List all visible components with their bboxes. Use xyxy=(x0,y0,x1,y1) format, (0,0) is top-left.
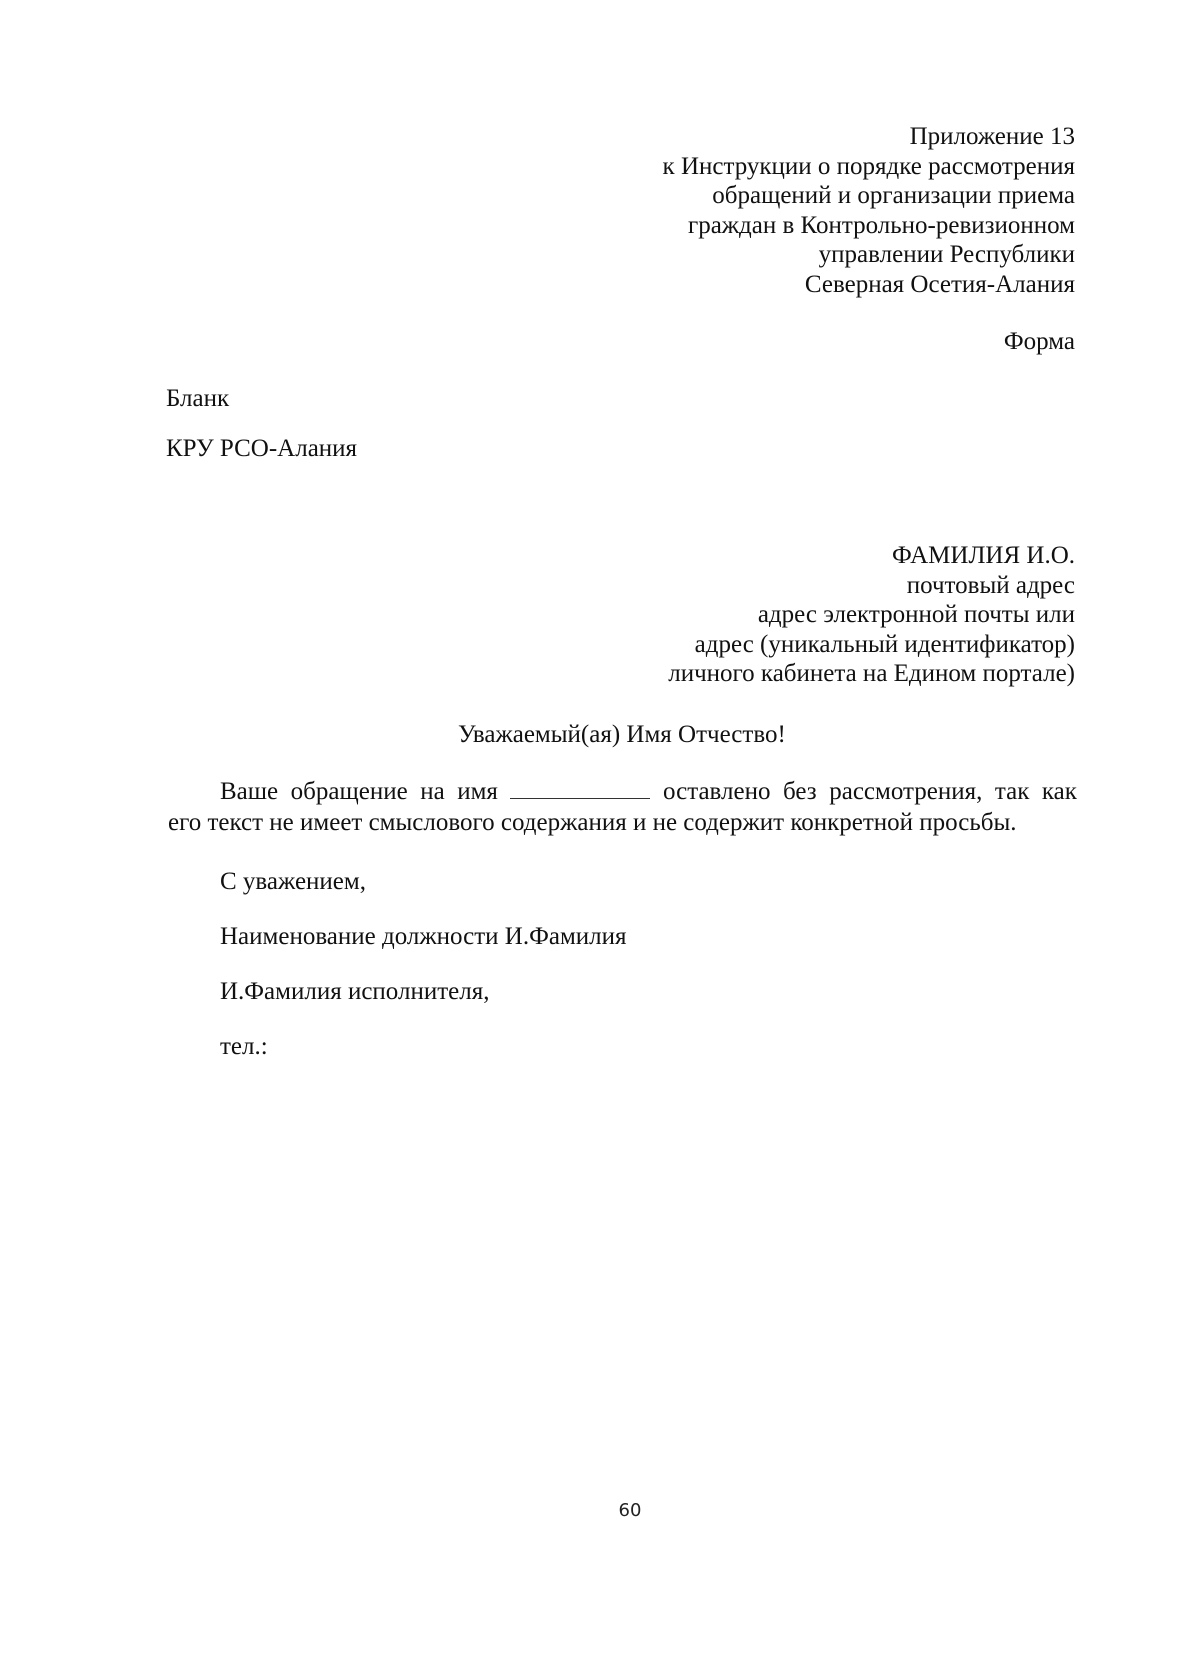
closing-phone: тел.: xyxy=(220,1033,268,1060)
body-line-2: его текст не имеет смыслового содержания и не содержит конкретной просьбы. xyxy=(168,809,1017,836)
closing-signature: Наименование должности И.Фамилия xyxy=(220,923,627,950)
recipient-block xyxy=(668,541,1075,689)
body-word: как xyxy=(1041,778,1077,805)
recipient-line: личного кабинета на Едином портале) xyxy=(668,660,1075,687)
appendix-line: граждан в Контрольно-ревизионном xyxy=(687,211,1075,239)
page-number: 60 xyxy=(618,1500,642,1521)
appendix-title: Приложение 13 xyxy=(909,123,1075,150)
salutation: Уважаемый(ая) Имя Отчество! xyxy=(458,721,786,748)
body-word: имя xyxy=(457,778,498,805)
recipient-line: почтовый адрес xyxy=(906,571,1075,599)
body-word: обращение xyxy=(290,778,408,805)
appendix-line: Северная Осетия-Алания xyxy=(804,270,1075,298)
appendix-line: управлении Республики xyxy=(818,241,1075,268)
closing-regards: С уважением, xyxy=(220,868,366,895)
body-word: на xyxy=(420,778,445,805)
body-word: без xyxy=(783,778,817,805)
letterhead-blank: Бланк xyxy=(166,385,230,412)
body-word: оставлено xyxy=(663,778,771,805)
body-word: Ваше xyxy=(220,778,279,805)
form-label xyxy=(1004,327,1075,357)
appendix-header xyxy=(663,122,1075,299)
closing-executor: И.Фамилия исполнителя, xyxy=(220,978,490,1005)
blank-underline xyxy=(510,782,650,799)
letterhead-org: КРУ РСО-Алания xyxy=(166,435,358,462)
recipient-line: адрес электронной почты или xyxy=(757,601,1075,628)
appendix-line: обращений и организации приема xyxy=(712,182,1075,209)
form-label-text: Форма xyxy=(1003,328,1075,355)
recipient-line: адрес (уникальный идентификатор) xyxy=(694,630,1075,658)
body-word: так xyxy=(994,778,1030,805)
body-word: рассмотрения, xyxy=(829,778,983,805)
body-line-1 xyxy=(220,778,1077,806)
recipient-name: ФАМИЛИЯ И.О. xyxy=(891,542,1075,569)
appendix-line: к Инструкции о порядке рассмотрения xyxy=(662,152,1075,180)
